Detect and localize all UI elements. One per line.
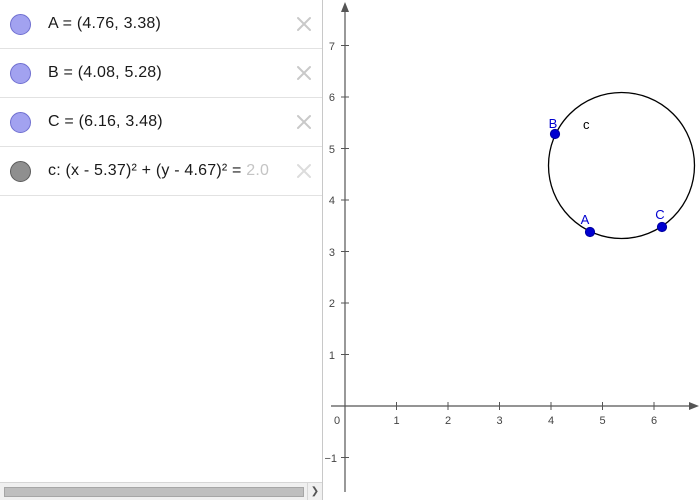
algebra-row-b[interactable]	[0, 49, 322, 98]
axes	[328, 2, 699, 492]
y-tick-label-minus1: −1	[324, 453, 337, 465]
origin-label: 0	[333, 415, 341, 427]
algebra-row-a[interactable]	[0, 0, 322, 49]
x-tick-label-6: 6	[650, 415, 658, 427]
point-marble-c[interactable]	[10, 112, 31, 133]
horizontal-scrollbar[interactable]	[0, 482, 323, 500]
point-marble-b[interactable]	[10, 63, 31, 84]
y-tick-label-6: 6	[328, 92, 335, 104]
y-tick-label-1: 1	[328, 350, 335, 362]
point-a[interactable]	[581, 212, 595, 237]
graphics-view[interactable]	[323, 0, 700, 500]
point-label-a: A	[580, 212, 590, 227]
point-label-c: C	[655, 207, 665, 222]
algebra-label-b: B = (4.08, 5.28)	[48, 64, 162, 81]
algebra-label-c: C = (6.16, 3.48)	[48, 113, 163, 130]
algebra-panel	[0, 0, 323, 500]
x-tick-label-3: 3	[496, 415, 503, 427]
close-icon[interactable]	[294, 14, 314, 34]
y-tick-label-4: 4	[328, 195, 335, 207]
algebra-row-c[interactable]	[0, 98, 322, 147]
circle-equation-text: c: (x - 5.37)² + (y - 4.67)² =	[48, 162, 247, 179]
y-tick-label-2: 2	[328, 298, 335, 310]
scrollbar-thumb[interactable]	[4, 487, 304, 497]
y-tick-label-5: 5	[328, 144, 335, 156]
point-marble-a[interactable]	[10, 14, 31, 35]
graphics-canvas[interactable]	[323, 0, 700, 500]
close-icon[interactable]	[294, 161, 314, 181]
x-tick-label-1: 1	[393, 415, 400, 427]
close-icon[interactable]	[294, 112, 314, 132]
algebra-row-circle[interactable]	[0, 147, 322, 196]
x-tick-label-4: 4	[547, 415, 555, 427]
y-tick-label-3: 3	[328, 247, 335, 259]
point-label-b: B	[548, 116, 558, 131]
x-tick-label-5: 5	[599, 415, 606, 427]
panel-collapse-arrow-icon[interactable]: ❯	[307, 482, 322, 500]
circle-conic[interactable]	[549, 93, 695, 239]
x-tick-label-2: 2	[444, 415, 452, 427]
conic-label-c: c	[583, 117, 590, 132]
algebra-label-circle	[48, 162, 314, 180]
conic-marble[interactable]	[10, 161, 31, 182]
circle-equation-tail: 2.0	[246, 162, 270, 179]
close-icon[interactable]	[294, 63, 314, 83]
point-c[interactable]	[655, 207, 666, 232]
point-b[interactable]	[549, 116, 560, 139]
algebra-label-a: A = (4.76, 3.38)	[48, 15, 162, 32]
y-tick-label-7: 7	[328, 41, 335, 53]
